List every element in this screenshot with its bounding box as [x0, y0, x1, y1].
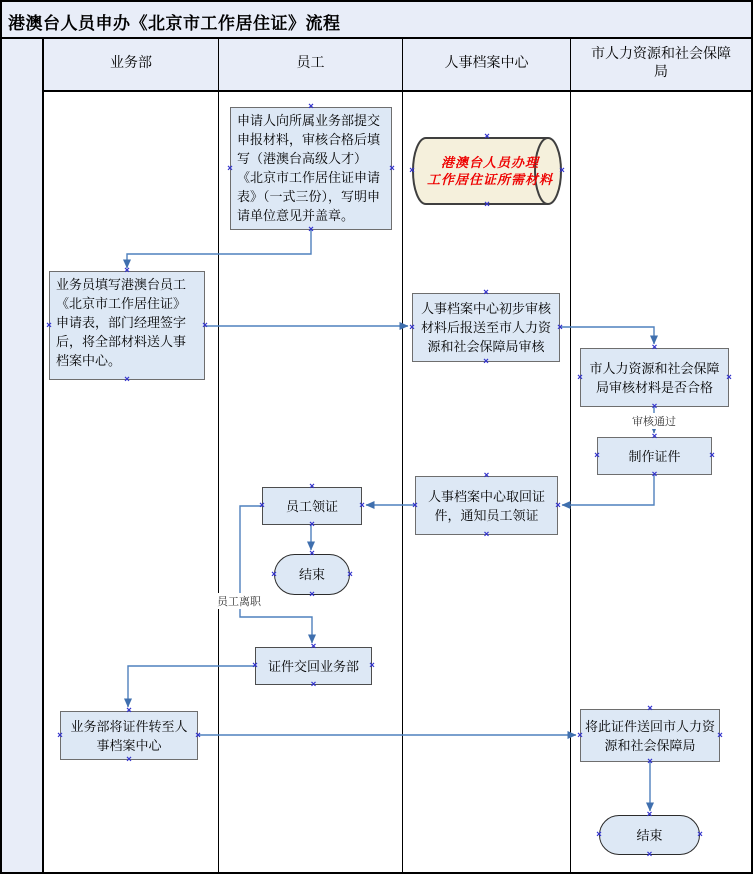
connector-archivereview-to-bureaureview — [560, 327, 654, 344]
connection-point-marker: × — [483, 470, 490, 481]
lane-header-label: 市人力资源和社会保障局 — [591, 46, 731, 80]
connection-point-marker: × — [595, 829, 603, 840]
node-text: 业务员填写港澳台员工《北京市工作居住证》申请表，部门经理签字后，将全部材料送人事档案中心。 — [56, 277, 187, 368]
node-text: 人事档案中心初步审核材料后报送至市人力资源和社会保障局审核 — [420, 301, 551, 354]
node-archive-retrieve-permit[interactable] — [415, 476, 558, 535]
connection-point-marker: × — [308, 481, 316, 492]
connection-point-marker: × — [556, 321, 564, 333]
connection-point-marker: × — [482, 356, 490, 367]
node-apply-submit[interactable] — [230, 107, 392, 230]
connection-point-marker: × — [201, 319, 209, 331]
connection-point-marker: × — [388, 162, 396, 174]
connection-point-marker: × — [346, 568, 354, 580]
lane-header-label: 业务部 — [110, 55, 152, 71]
connection-point-marker: × — [310, 641, 317, 652]
node-text: 人事档案中心取回证件，通知员工领证 — [427, 488, 545, 523]
store-line-1: 港澳台人员办理 — [440, 155, 539, 170]
lane-header-label: 员工 — [296, 55, 325, 71]
node-text: 结束 — [636, 827, 663, 843]
node-text: 申请人向所属业务部提交申报材料，审核合格后填写（港澳台高级人才）《北京市工作居住证申请表》（一式三份），写明申请单位意见并盖章。 — [237, 113, 381, 223]
connection-point-marker: × — [123, 374, 131, 385]
connection-point-marker: × — [125, 754, 133, 765]
connection-point-marker: × — [716, 729, 724, 741]
connection-point-marker: × — [307, 101, 315, 112]
connection-point-marker: × — [576, 729, 584, 741]
node-end-bottom[interactable] — [599, 815, 700, 855]
node-text: 员工领证 — [285, 498, 338, 514]
connection-point-marker: × — [56, 729, 64, 741]
connection-point-marker: × — [646, 849, 653, 860]
connection-point-marker: × — [651, 469, 658, 480]
node-end-top[interactable] — [274, 554, 350, 595]
node-text: 将此证件送回市人力资源和社会保障局 — [585, 718, 716, 753]
connection-point-marker: × — [194, 729, 202, 741]
node-materials-datastore[interactable] — [412, 137, 562, 205]
connector-returnpermit-to-transfer — [128, 666, 255, 707]
node-bureau-review[interactable] — [580, 348, 729, 407]
connection-point-marker: × — [708, 450, 716, 461]
lane-header-label: 人事档案中心 — [444, 55, 529, 71]
connection-point-marker: × — [482, 287, 490, 298]
connection-point-marker: × — [651, 342, 658, 353]
connection-point-marker: × — [651, 401, 658, 412]
connection-point-marker: × — [483, 199, 491, 210]
connector-makepermit-to-retrieve — [562, 475, 654, 505]
connection-point-marker: × — [696, 829, 704, 840]
connection-point-marker: × — [368, 660, 376, 671]
node-text: 证件交回业务部 — [267, 658, 359, 674]
connection-point-marker: × — [307, 224, 315, 235]
connection-point-marker: × — [646, 756, 654, 767]
node-text: 业务部将证件转至人事档案中心 — [70, 718, 188, 753]
connection-point-marker: × — [593, 450, 601, 461]
connection-point-marker: × — [358, 500, 366, 511]
connection-point-marker: × — [270, 568, 278, 580]
node-archive-initial-review[interactable] — [412, 293, 560, 362]
connection-point-marker: × — [408, 165, 416, 176]
connection-point-marker: × — [646, 703, 654, 714]
connection-point-marker: × — [310, 679, 317, 690]
node-text: 市人力资源和社会保障局审核材料是否合格 — [589, 360, 720, 395]
node-send-permit-back-to-bureau[interactable] — [580, 709, 720, 762]
connection-point-marker: × — [558, 165, 566, 176]
connection-point-marker: × — [123, 265, 131, 276]
connection-point-marker: × — [308, 519, 316, 530]
connector-submit-to-clerkfill — [127, 230, 311, 268]
node-text — [422, 137, 558, 205]
connection-point-marker: × — [651, 431, 658, 442]
connection-point-marker: × — [646, 809, 653, 820]
node-business-transfer-to-archive[interactable] — [60, 711, 198, 760]
connection-point-marker: × — [258, 500, 266, 511]
connection-point-marker: × — [226, 162, 234, 174]
store-line-2: 工作居住证所需材料 — [426, 172, 553, 187]
node-text: 制作证件 — [628, 448, 681, 464]
node-return-permit-to-business[interactable] — [255, 647, 372, 685]
connection-point-marker: × — [251, 660, 259, 671]
edge-label-approved: 审核通过 — [630, 413, 678, 429]
edge-label-employee-resign: 员工离职 — [215, 593, 263, 609]
connection-point-marker: × — [308, 548, 316, 559]
connection-point-marker: × — [45, 319, 53, 331]
connection-point-marker: × — [125, 705, 133, 716]
connection-point-marker: × — [483, 529, 490, 540]
connection-point-marker: × — [554, 499, 562, 511]
connection-point-marker: × — [308, 589, 316, 600]
page-title: 港澳台人员申办《北京市工作居住证》流程 — [8, 14, 341, 33]
connection-point-marker: × — [725, 371, 733, 383]
node-make-permit[interactable] — [597, 437, 712, 475]
node-clerk-fill-form[interactable] — [49, 271, 205, 380]
connection-point-marker: × — [576, 371, 584, 383]
node-employee-collect-permit[interactable] — [262, 487, 362, 525]
node-text: 结束 — [298, 567, 325, 582]
connection-point-marker: × — [408, 321, 416, 333]
connection-point-marker: × — [483, 131, 491, 142]
connection-point-marker: × — [411, 499, 419, 511]
